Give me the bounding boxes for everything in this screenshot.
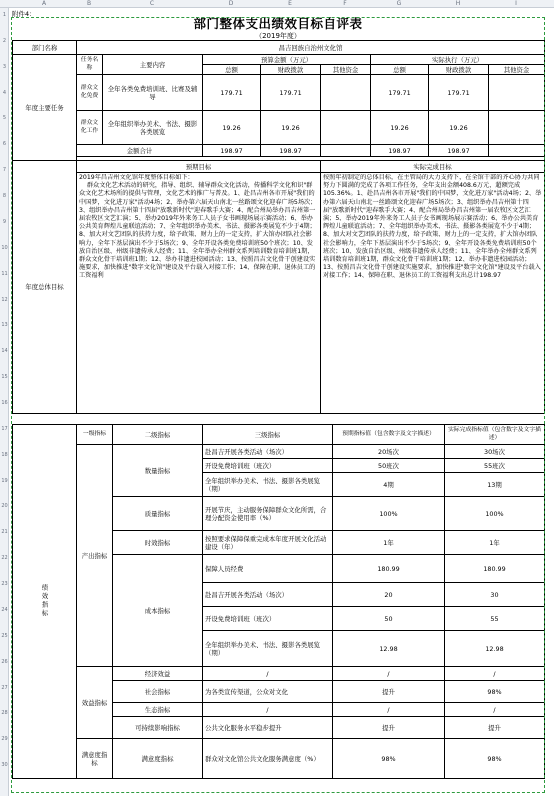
level1-header: 一级指标 (77, 425, 113, 445)
actual-goal-text[interactable] (321, 173, 545, 414)
main-content-header: 主要内容 (103, 55, 203, 75)
expected-value-cell[interactable]: 提升 (333, 717, 445, 739)
expected-value-cell[interactable]: 12.98 (333, 631, 445, 667)
row-number-26[interactable]: 26 (1, 658, 8, 665)
level3-cell[interactable]: / (203, 703, 333, 717)
row-number-6[interactable]: 6 (2, 141, 7, 148)
level2-header: 二级指标 (113, 425, 203, 445)
overall-goal-label: 年度总体目标 (13, 161, 77, 414)
plan-fiscal-cell[interactable]: 179.71 (261, 75, 321, 111)
expected-value-cell[interactable]: 50 (333, 607, 445, 631)
actual-amount-header: 实际执行（万元） (371, 55, 545, 65)
row-number-8[interactable]: 8 (2, 193, 7, 200)
document-title: 部门整体支出绩效目标自评表 (193, 16, 363, 31)
plan-total-cell[interactable]: 179.71 (203, 75, 261, 111)
actual-value-cell[interactable]: 100% (445, 497, 545, 531)
level3-cell[interactable]: 开展节庆，主动服务保障群众文化所需，合理分配资金使用率（%） (203, 497, 333, 531)
level3-cell[interactable]: 群众对文化馆公共文化服务满意度（%） (203, 739, 333, 779)
level3-header: 三级指标 (203, 425, 333, 445)
row-number-4[interactable]: 4 (2, 89, 7, 96)
actual-value-cell[interactable]: 180.99 (445, 555, 545, 583)
actual-total-header: 总额 (371, 65, 429, 75)
actual-value-cell[interactable]: 30 (445, 583, 545, 607)
plan-fiscal-header: 财政拨款 (261, 65, 321, 75)
level2-cell[interactable]: 满意度指标 (113, 739, 203, 779)
row-number-25[interactable]: 25 (1, 632, 8, 639)
plan-other-cell[interactable] (321, 111, 371, 145)
plan-total-header: 总额 (203, 65, 261, 75)
column-letter-B[interactable]: B (86, 0, 92, 7)
level3-cell[interactable]: 保障人员经费 (203, 555, 333, 583)
attachment-label: 附件4： (12, 10, 36, 18)
task-name-cell[interactable]: 群众文化工作 (77, 111, 103, 145)
level3-cell[interactable]: 按照要求保障保重完成本年度开展文化活动建设（年） (203, 531, 333, 555)
plan-total-sum[interactable]: 198.97 (203, 145, 261, 157)
row-number-29[interactable]: 29 (1, 736, 8, 743)
level3-cell[interactable]: 公共文化服务水平稳步提升 (203, 717, 333, 739)
plan-fiscal-sum[interactable]: 198.97 (261, 145, 321, 157)
level2-cell[interactable]: 时效指标 (113, 531, 203, 555)
row-number-11[interactable]: 11 (1, 270, 8, 277)
expected-value-cell[interactable]: 50班次 (333, 459, 445, 473)
main-content-cell[interactable]: 全年各类免费培训班、比赛及辅导 (103, 75, 203, 111)
column-letter-G[interactable]: G (396, 0, 402, 7)
row-number-27[interactable]: 27 (1, 684, 8, 691)
level2-cell[interactable]: 质量指标 (113, 497, 203, 531)
level3-cell[interactable]: 赴昌吉开展各类活动（场次） (203, 583, 333, 607)
level2-cell[interactable]: 成本指标 (113, 555, 203, 667)
row-number-2[interactable]: 2 (2, 37, 7, 44)
actual-other-sum[interactable] (489, 145, 545, 157)
column-letter-I[interactable]: I (515, 0, 517, 7)
budget-table (12, 40, 545, 414)
task-name-cell[interactable]: 群众文化免费 (77, 75, 103, 111)
level2-cell[interactable]: 社会指标 (113, 681, 203, 703)
actual-value-cell[interactable]: 30场次 (445, 445, 545, 459)
task-name-header: 任务名称 (77, 55, 103, 75)
actual-value-cell[interactable]: 12.98 (445, 631, 545, 667)
main-content-cell[interactable]: 全年组织举办美术、书法、摄影各类展览 (103, 111, 203, 145)
row-number-21[interactable]: 21 (1, 529, 8, 536)
level2-cell[interactable]: 生态指标 (113, 703, 203, 717)
actual-other-cell[interactable] (489, 111, 545, 145)
row-number-7[interactable]: 7 (2, 167, 7, 174)
row-number-16[interactable]: 16 (1, 400, 8, 406)
level2-cell[interactable]: 可持续影响指标 (113, 717, 203, 739)
budget-row (13, 75, 545, 111)
expected-value-cell[interactable]: 20场次 (333, 445, 445, 459)
expected-goal-header: 预期目标 (77, 161, 321, 173)
row-number-10[interactable]: 10 (1, 244, 8, 251)
expected-value-cell[interactable]: 180.99 (333, 555, 445, 583)
expected-value-cell[interactable]: 提升 (333, 681, 445, 703)
level3-cell[interactable]: 开设免费培训班（班次） (203, 607, 333, 631)
actual-value-cell[interactable]: 98% (445, 739, 545, 779)
row-number-28[interactable]: 28 (1, 710, 8, 717)
column-letter-A[interactable]: A (41, 0, 47, 7)
row-number-20[interactable]: 20 (1, 503, 8, 510)
actual-value-cell[interactable]: 提升 (445, 717, 545, 739)
document-year: （2019年度） (255, 32, 301, 40)
level3-cell[interactable]: 为各类宣传渠道，公众对文化 (203, 681, 333, 703)
table-row (13, 445, 545, 459)
expected-value-cell[interactable]: 4期 (333, 473, 445, 497)
level3-cell[interactable]: / (203, 667, 333, 681)
table-row (13, 739, 545, 779)
plan-other-cell[interactable] (321, 75, 371, 111)
actual-other-header: 其他资金 (489, 65, 545, 75)
actual-goal-header: 实际完成目标 (321, 161, 545, 173)
actual-value-cell[interactable]: / (445, 667, 545, 681)
actual-total-sum[interactable]: 198.97 (371, 145, 429, 157)
row-number-12[interactable]: 12 (1, 296, 8, 303)
table-row (13, 667, 545, 681)
perf-indicators-text: 绩效指标 (40, 583, 49, 618)
actual-fiscal-cell[interactable]: 19.26 (429, 111, 489, 145)
satisfaction-indicator-label: 满意度指标 (77, 739, 113, 779)
effect-indicator-label: 效益指标 (77, 667, 113, 739)
row-number-17[interactable]: 17 (1, 425, 8, 432)
row-number-18[interactable]: 18 (1, 451, 8, 458)
total-label: 金额合计 (77, 145, 203, 157)
actual-value-cell[interactable]: / (445, 703, 545, 717)
level2-cell[interactable]: 经济效益 (113, 667, 203, 681)
row-number-13[interactable]: 13 (1, 322, 8, 329)
actual-fiscal-sum[interactable]: 198.97 (429, 145, 489, 157)
expected-value-cell[interactable]: / (333, 703, 445, 717)
row-number-1[interactable]: 1 (2, 12, 7, 18)
level3-cell[interactable]: 全年组织举办美术、书法、摄影各类展览（期） (203, 473, 333, 497)
row-number-24[interactable]: 24 (1, 606, 8, 613)
row-number-5[interactable]: 5 (2, 115, 7, 122)
column-letter-H[interactable]: H (455, 0, 461, 7)
level3-cell[interactable]: 全年组织举办美术、书法、摄影各类展览（期） (203, 631, 333, 667)
plan-other-sum[interactable] (321, 145, 371, 157)
row-number-30[interactable]: 30 (1, 762, 8, 769)
column-letter-F[interactable]: F (343, 0, 347, 7)
expected-value-cell[interactable]: 20 (333, 583, 445, 607)
expected-value-cell[interactable]: / (333, 667, 445, 681)
performance-table (12, 424, 545, 779)
expected-value-header: 预期指标值（包含数字及文字描述） (333, 425, 445, 445)
actual-total-cell[interactable]: 19.26 (371, 111, 429, 145)
expected-goal-body: 2019年昌吉州文化馆年度整体目标如下： 群众文化艺术活动的研究，指导、组织、辅导群众文化活动，传播科学文化和识"群众文化艺术场所的提供与管理，文化艺术的推广与普及。1、赴昌吉州各市开展"我们的中国梦，文化进万家"活动4场；2、举办第六届天山南北一丝路颂文化迎春广场5场次；3、组织举办昌吉州第十四届"放歌新时代"迎春歌手大赛；4、配合州局举办昌吉州第一届农牧区文艺汇演；5、举办2019年外来务工人员子女书画现场展示赛活动；6、举办公共美育辉煌儿童联谊活动；7、全年组织举办美术、书法、摄影各类展览不少于4期；8、加大对文艺团队的扶持力度，给予政策、财力上的一定支持，扩大馆办团队社会影响力，全年下基层演出不少于5场次；9、全年开设各类免费培训班50个班次；10、发放自治区级、州级非遗传承人经费；11、全年举办全州群文系列培训数育培训班1期，群众文化骨干培训班1期；12、举办非遗进校园活动；13、按照昌吉文化骨干创建设实施要求，加快推进"数字文化馆"建设及平台载入对接工作；14、保障在职、退休员工的工资福利 (79, 174, 317, 280)
row-number-14[interactable]: 14 (1, 348, 8, 355)
budget-total-row (13, 145, 545, 157)
actual-value-cell[interactable]: 1年 (445, 531, 545, 555)
row-number-3[interactable]: 3 (2, 63, 7, 70)
expected-value-cell[interactable]: 1年 (333, 531, 445, 555)
annual-task-label: 年度主要任务 (13, 55, 77, 161)
actual-value-cell[interactable]: 13期 (445, 473, 545, 497)
actual-value-cell[interactable]: 55班次 (445, 459, 545, 473)
row-number-19[interactable]: 19 (1, 477, 8, 484)
row-number-9[interactable]: 9 (2, 218, 7, 225)
plan-amount-header: 预算金额（万元） (203, 55, 371, 65)
expected-goal-text[interactable] (77, 173, 321, 414)
actual-value-cell[interactable]: 55 (445, 607, 545, 631)
level2-cell[interactable]: 数量指标 (113, 445, 203, 497)
actual-value-cell[interactable]: 98% (445, 681, 545, 703)
plan-fiscal-cell[interactable]: 19.26 (261, 111, 321, 145)
column-letter-E[interactable]: E (288, 0, 292, 7)
row-number-22[interactable]: 22 (1, 555, 8, 562)
expected-value-cell[interactable]: 100% (333, 497, 445, 531)
row-number-15[interactable]: 15 (1, 374, 8, 381)
level3-cell[interactable]: 开设免费培训班（班次） (203, 459, 333, 473)
output-indicator-label: 产出指标 (77, 445, 113, 667)
plan-total-cell[interactable]: 19.26 (203, 111, 261, 145)
row-number-23[interactable]: 23 (1, 581, 8, 588)
dept-name-value[interactable]: 昌吉回族自治州文化馆 (77, 41, 545, 55)
dept-name-label: 部门名称 (13, 41, 77, 55)
actual-total-cell[interactable]: 179.71 (371, 75, 429, 111)
actual-goal-body: 按照年初制定的总体目标，在主管局的大力支持下，在全馆干部的齐心协力共同努力下圆满的完成了各项工作任务，全年支出金额408.6万元，超额完成105.36%。1、赴昌吉州各市开展"我们的中国梦，文化进万家"活动4场；2、举办第六届天山南北一丝路颂文化迎春广场5场次；3、组织举办昌吉州第十四届"放歌新时代"迎春歌手大赛；4、配合州局举办昌吉州第一届农牧区文艺汇演；5、举办2019年外来务工人员子女书画现场展示赛活动；6、举办公共美育辉煌儿童联谊活动；7、全年组织举办美术、书法、摄影各类展览不少于4期；8、加大对文艺团队的扶持力度，给予政策、财力上的一定支持，扩大馆办团队社会影响力，全年下基层演出不少于5场次；9、全年开设各类免费培训班50个班次；10、发放自治区级、州级非遗传承人经费；11、全年举办全州群文系列培训数育培训班1期，群众文化骨干培训班1期；12、举办非遗进校园活动；13、按照昌吉文化骨干创建设实施要求，加快推进"数字文化馆"建设及平台载入对接工作；14、保障在职、退休员工的工资福利支出总计198.97 (323, 174, 542, 280)
actual-fiscal-header: 财政拨款 (429, 65, 489, 75)
actual-other-cell[interactable] (489, 75, 545, 111)
column-letter-C[interactable]: C (149, 0, 155, 7)
plan-other-header: 其他资金 (321, 65, 371, 75)
actual-fiscal-cell[interactable]: 179.71 (429, 75, 489, 111)
actual-value-header: 实际完成指标值（包含数字及文字描述） (445, 425, 545, 445)
perf-indicators-label (13, 425, 77, 779)
column-letter-D[interactable]: D (228, 0, 234, 7)
expected-value-cell[interactable]: 98% (333, 739, 445, 779)
level3-cell[interactable]: 赴昌吉开展各类活动（场次） (203, 445, 333, 459)
budget-row (13, 111, 545, 145)
